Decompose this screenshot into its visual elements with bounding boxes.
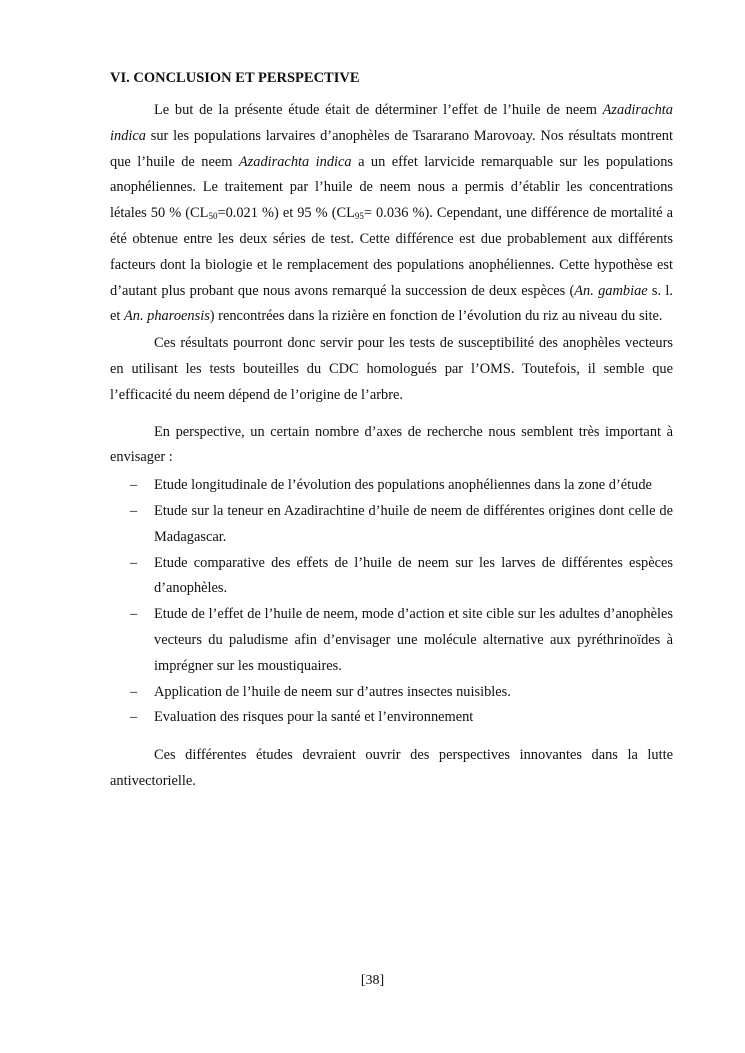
subscript: 95 bbox=[354, 211, 364, 222]
paragraph-results-use: Ces résultats pourront donc servir pour les tests de susceptibilité des anophèles vecteurs en utilisant les tests bouteilles du CDC homologués par l’OMS. Toutefois, il semble que l’efficacité du neem dépend de l’origine de l’arbre. bbox=[110, 335, 673, 403]
dash-bullet: – bbox=[130, 606, 138, 623]
paragraph-perspective-intro: En perspective, un certain nombre d’axes de recherche nous semblent très important à envisager : bbox=[110, 423, 673, 466]
list-item-text: Evaluation des risques pour la santé et l’environnement bbox=[154, 709, 474, 726]
page-number: [38] bbox=[360, 973, 385, 988]
text-run: =0.021 %) et 95 % (CL bbox=[217, 205, 355, 222]
species-name: Azadirachta indica bbox=[110, 102, 673, 144]
list-item-text: Etude longitudinale de l’évolution des populations anophéliennes dans la zone d’étude bbox=[154, 477, 652, 494]
section-heading: VI. CONCLUSION ET PERSPECTIVE bbox=[110, 70, 360, 86]
text-run: s. l. et bbox=[110, 282, 673, 325]
species-name: An. gambiae bbox=[574, 282, 648, 299]
list-item-text: Etude de l’effet de l’huile de neem, mode d’action et site cible sur les adultes d’anophèles vecteurs du paludisme afin d’envisager une molécule alternative aux pyréthrinoïdes à imprégner sur les moustiquaires. bbox=[154, 606, 673, 674]
list-item bbox=[110, 473, 673, 499]
list-item bbox=[110, 499, 673, 551]
list-item-text: Application de l’huile de neem sur d’autres insectes nuisibles. bbox=[154, 683, 511, 700]
list-item bbox=[110, 680, 673, 706]
perspective-list bbox=[110, 473, 673, 731]
species-name: Azadirachta indica bbox=[238, 153, 352, 170]
paragraph-conclusion: Ces différentes études devraient ouvrir des perspectives innovantes dans la lutte antivectorielle. bbox=[110, 747, 673, 789]
text-run: a un effet larvicide remarquable sur les populations anophéliennes. Le traitement par l’huile de neem nous a permis d’établir les concentrations létales 50 % (CL bbox=[110, 153, 673, 222]
paragraph-objective bbox=[110, 98, 673, 330]
list-item-text: Etude comparative des effets de l’huile de neem sur les larves de différentes espèces d’anophèles. bbox=[154, 554, 673, 597]
dash-bullet: – bbox=[130, 477, 138, 494]
text-run: sur les populations larvaires d’anophèles de Tsararano Marovoay. Nos résultats montrent que l’huile de neem bbox=[110, 127, 673, 170]
text-run: ) rencontrées dans la rizière en fonction de l’évolution du riz au niveau du site. bbox=[209, 308, 663, 325]
text-run: Le but de la présente étude était de déterminer l’effet de l’huile de neem bbox=[154, 102, 603, 118]
list-item bbox=[110, 705, 673, 731]
subscript: 50 bbox=[208, 211, 218, 222]
document-page bbox=[110, 64, 673, 795]
dash-bullet: – bbox=[130, 502, 138, 519]
species-name: An. pharoensis bbox=[123, 308, 210, 325]
dash-bullet: – bbox=[130, 554, 138, 571]
dash-bullet: – bbox=[130, 709, 138, 726]
text-run: = 0.036 %). Cependant, une différence de mortalité a été obtenue entre les deux séries de test. Cette différence est due probablement aux différents facteurs dont la biologie et le remplacement des populations anophéliennes. Cette hypothèse est d’autant plus probant que nous avons remarqué la succession de deux espèces ( bbox=[110, 205, 673, 299]
list-item bbox=[110, 602, 673, 679]
list-item bbox=[110, 551, 673, 603]
list-item-text: Etude sur la teneur en Azadirachtine d’huile de neem de différentes origines dont celle de Madagascar. bbox=[154, 502, 673, 545]
dash-bullet: – bbox=[130, 683, 138, 700]
